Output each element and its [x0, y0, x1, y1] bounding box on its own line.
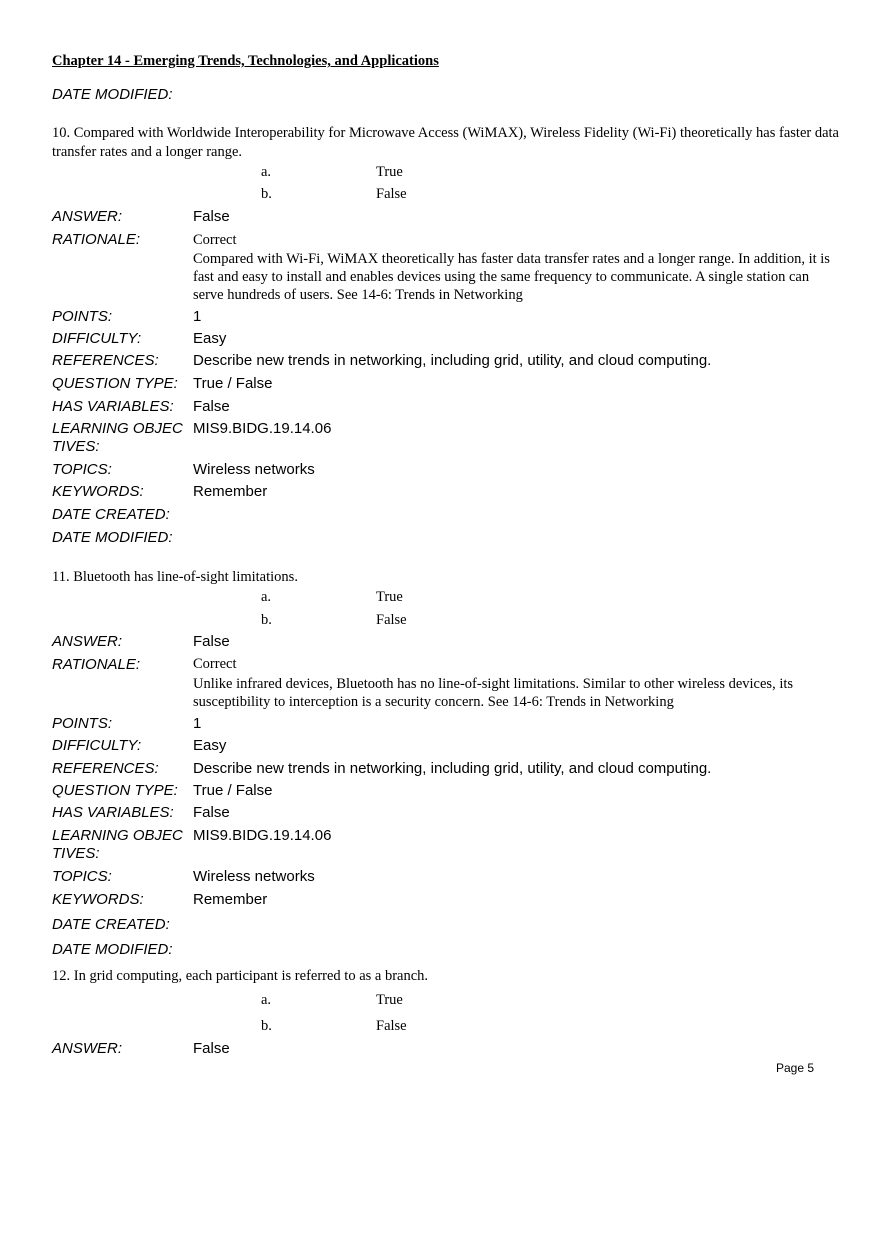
q10-rationale-label: RATIONALE:	[52, 231, 141, 248]
q10-references-value: Describe new trends in networking, including grid, utility, and cloud computing.	[193, 352, 712, 369]
q11-question-type-value: True / False	[193, 782, 273, 799]
q10-keywords-value: Remember	[193, 483, 268, 500]
q11-points-label: POINTS:	[52, 715, 113, 732]
q11-references-value: Describe new trends in networking, including grid, utility, and cloud computing.	[193, 760, 712, 777]
prev-date-modified-label: DATE MODIFIED:	[52, 86, 173, 103]
q11-date-modified-label: DATE MODIFIED:	[52, 941, 173, 958]
q11-topics-value: Wireless networks	[193, 868, 315, 885]
q10-rationale-head: Correct	[193, 232, 237, 248]
q10-topics-label: TOPICS:	[52, 461, 112, 478]
q12-option-a-letter: a.	[261, 992, 272, 1008]
q11-learning-objectives-label-2: TIVES:	[52, 845, 100, 862]
q11-option-a-text: True	[376, 589, 403, 605]
q10-rationale-body: Compared with Wi-Fi, WiMAX theoretically has faster data transfer rates and a longer range. In addition, it is fast and easy to install and enables devices using the same frequency to communicate. A single station can serve hundreds of users. See 14-6: Trends in Networking	[193, 251, 830, 303]
q10-option-a-letter: a.	[261, 164, 272, 180]
q10-option-b-letter: b.	[261, 186, 272, 202]
q11-rationale-head: Correct	[193, 656, 237, 672]
q10-question-type-value: True / False	[193, 375, 273, 392]
q11-answer-value: False	[193, 633, 230, 650]
q10-learning-objectives-value: MIS9.BIDG.19.14.06	[193, 420, 332, 437]
q11-learning-objectives-value: MIS9.BIDG.19.14.06	[193, 827, 332, 844]
q11-rationale-body: Unlike infrared devices, Bluetooth has no line-of-sight limitations. Similar to other wireless devices, its susceptibility to interception is a security concern. See 14-6: Trends in Networking	[193, 676, 794, 710]
q10-learning-objectives-label-1: LEARNING OBJEC	[52, 420, 183, 437]
question-12-text: 12. In grid computing, each participant is referred to as a branch.	[52, 968, 429, 984]
q11-difficulty-label: DIFFICULTY:	[52, 737, 142, 754]
q10-difficulty-label: DIFFICULTY:	[52, 330, 142, 347]
q11-option-b-text: False	[376, 612, 407, 628]
q11-difficulty-value: Easy	[193, 737, 227, 754]
q10-option-a-text: True	[376, 164, 403, 180]
q11-topics-label: TOPICS:	[52, 868, 112, 885]
page-number: Page 5	[776, 1061, 815, 1075]
q11-date-created-label: DATE CREATED:	[52, 916, 170, 933]
q12-answer-label: ANSWER:	[52, 1040, 123, 1057]
q10-references-label: REFERENCES:	[52, 352, 159, 369]
q11-keywords-label: KEYWORDS:	[52, 891, 144, 908]
q11-points-value: 1	[193, 715, 202, 732]
q10-date-created-label: DATE CREATED:	[52, 506, 170, 523]
q10-question-type-label: QUESTION TYPE:	[52, 375, 178, 392]
q11-answer-label: ANSWER:	[52, 633, 123, 650]
q10-has-variables-label: HAS VARIABLES:	[52, 398, 174, 415]
q10-points-label: POINTS:	[52, 308, 113, 325]
q11-has-variables-label: HAS VARIABLES:	[52, 804, 174, 821]
chapter-title: Chapter 14 - Emerging Trends, Technologies, and Applications	[52, 53, 439, 69]
q10-learning-objectives-label-2: TIVES:	[52, 438, 100, 455]
q10-keywords-label: KEYWORDS:	[52, 483, 144, 500]
q11-has-variables-value: False	[193, 804, 230, 821]
q10-has-variables-value: False	[193, 398, 230, 415]
q11-option-a-letter: a.	[261, 589, 272, 605]
q10-difficulty-value: Easy	[193, 330, 227, 347]
q12-answer-value: False	[193, 1040, 230, 1057]
q12-option-b-letter: b.	[261, 1018, 272, 1034]
q11-option-b-letter: b.	[261, 612, 272, 628]
q11-rationale-label: RATIONALE:	[52, 656, 141, 673]
question-10-text: 10. Compared with Worldwide Interoperability for Microwave Access (WiMAX), Wireless Fidelity (Wi-Fi) theoretically has faster data transfer rates and a longer range.	[52, 125, 839, 160]
q10-answer-value: False	[193, 208, 230, 225]
q11-question-type-label: QUESTION TYPE:	[52, 782, 178, 799]
q10-topics-value: Wireless networks	[193, 461, 315, 478]
q10-answer-label: ANSWER:	[52, 208, 123, 225]
q11-learning-objectives-label-1: LEARNING OBJEC	[52, 827, 183, 844]
q12-option-b-text: False	[376, 1018, 407, 1034]
question-11-text: 11. Bluetooth has line-of-sight limitations.	[52, 569, 298, 585]
q10-points-value: 1	[193, 308, 202, 325]
q10-option-b-text: False	[376, 186, 407, 202]
q10-date-modified-label: DATE MODIFIED:	[52, 529, 173, 546]
q11-references-label: REFERENCES:	[52, 760, 159, 777]
q11-keywords-value: Remember	[193, 891, 268, 908]
q12-option-a-text: True	[376, 992, 403, 1008]
